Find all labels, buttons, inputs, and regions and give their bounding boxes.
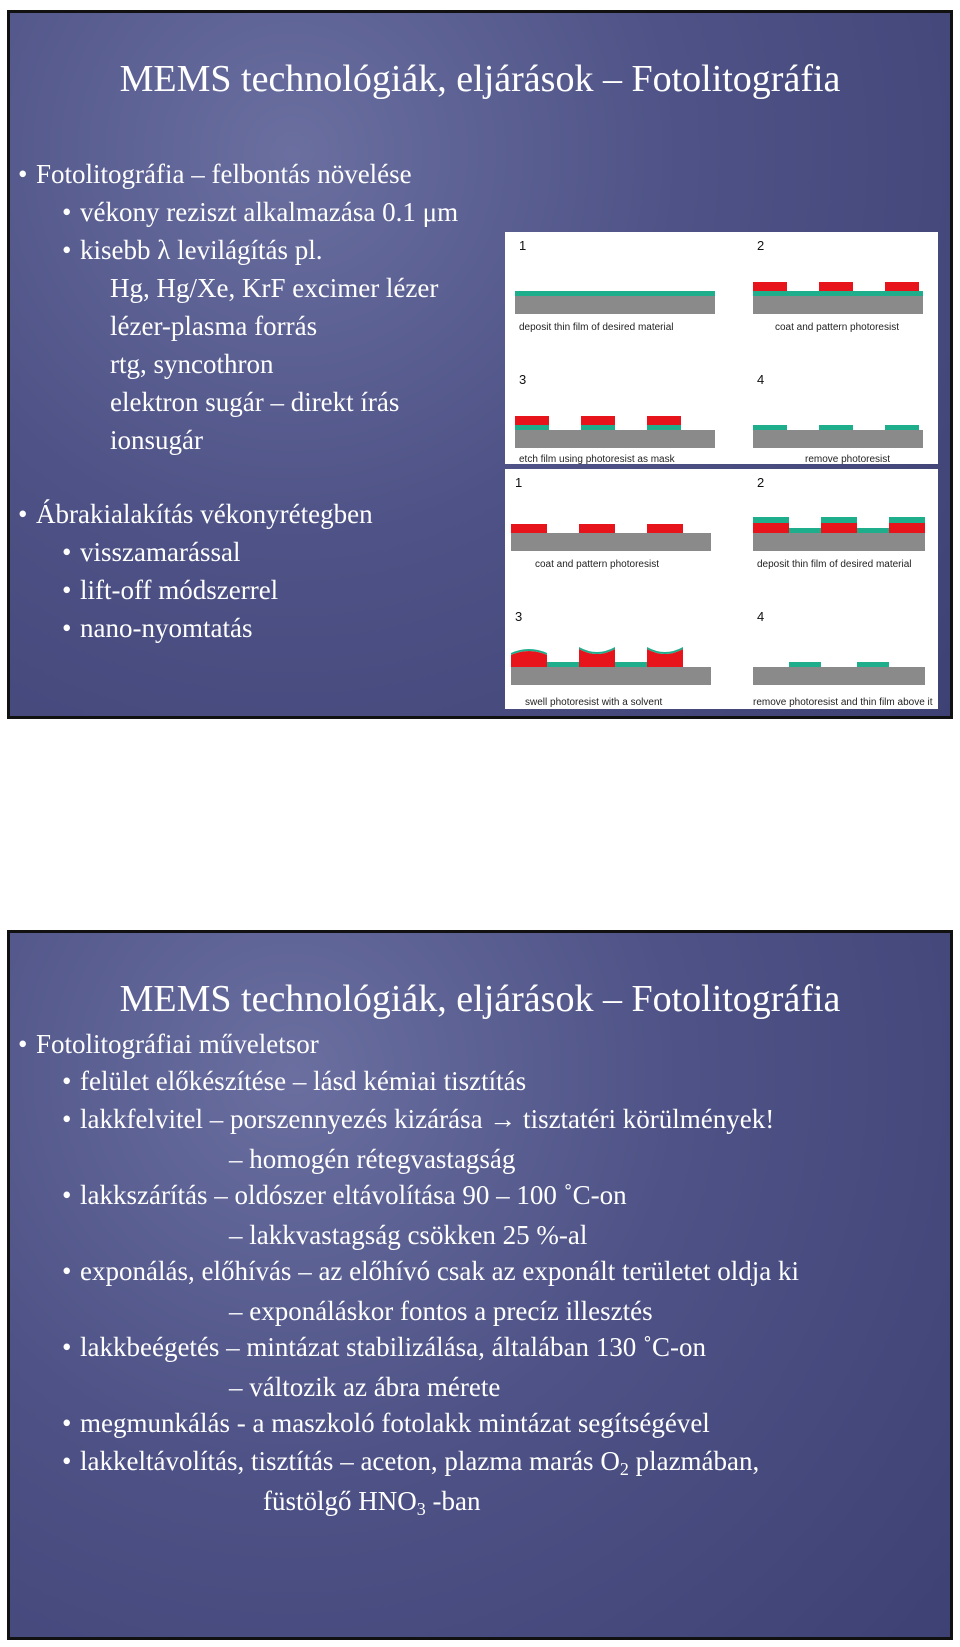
bullet-text: Fotolitográfiai műveletsor <box>36 1029 319 1059</box>
bullet-dot: • <box>62 575 72 605</box>
thin-film-pattern <box>819 425 853 430</box>
list-item: Hg, Hg/Xe, KrF excimer lézer <box>110 273 439 303</box>
thin-film-layer <box>515 291 715 296</box>
bullet-patterning <box>18 501 373 528</box>
bullet-nanoimprint <box>62 615 252 642</box>
etch-process-diagram <box>505 232 938 464</box>
list-item <box>62 1182 627 1209</box>
slide-title: MEMS technológiák, eljárások – Fotolitográfia <box>119 978 841 1020</box>
thin-film-pattern <box>857 662 889 667</box>
bullet-dot: • <box>18 1029 28 1059</box>
bullet-text: lakkeltávolítás, tisztítás – aceton, plazma marás O <box>80 1446 620 1476</box>
step-caption: coat and pattern photoresist <box>535 559 659 570</box>
step-number: 1 <box>515 475 523 490</box>
photoresist-block <box>647 416 681 425</box>
bullet-dot: • <box>62 197 72 227</box>
slide-2 <box>7 930 953 1640</box>
slide-1 <box>7 10 953 719</box>
bullet-text: Fotolitográfia – felbontás növelése <box>36 159 412 189</box>
step-number: 4 <box>757 609 765 624</box>
bullet-text: nano-nyomtatás <box>80 613 253 643</box>
photoresist-block <box>579 524 615 533</box>
photoresist-block <box>885 282 919 291</box>
list-item: ionsugár <box>110 425 203 455</box>
photoresist-block <box>581 416 615 425</box>
substrate-layer <box>753 667 925 685</box>
step-caption: swell photoresist with a solvent <box>525 697 663 708</box>
bullet-text: Ábrakialakítás vékonyrétegben <box>36 499 373 529</box>
continuation-text: füstölgő HNO <box>263 1486 417 1516</box>
liftoff-process-diagram <box>505 469 938 709</box>
substrate-layer <box>515 430 715 448</box>
bullet-dot: • <box>62 1446 72 1476</box>
list-item <box>62 1106 774 1133</box>
thin-film-pattern <box>647 425 681 430</box>
step-caption: remove photoresist <box>805 454 891 464</box>
bullet-dot: • <box>18 499 28 529</box>
bullet-dot: • <box>62 1332 72 1362</box>
substrate-layer <box>753 533 925 551</box>
photoresist-block <box>515 416 549 425</box>
swollen-resist <box>579 649 615 667</box>
photoresist-block <box>819 282 853 291</box>
substrate-layer <box>511 667 711 685</box>
bullet-text: lift-off módszerrel <box>80 575 279 605</box>
step-number: 2 <box>757 475 765 490</box>
list-item <box>62 1448 759 1478</box>
subscript: 2 <box>619 1459 629 1479</box>
list-item: elektron sugár – direkt írás <box>110 387 400 417</box>
sub-note: – változik az ábra mérete <box>229 1372 501 1402</box>
bullet-dot: • <box>62 613 72 643</box>
step-number: 3 <box>515 609 523 624</box>
bullet-dot: • <box>62 1180 72 1210</box>
thin-film-on-resist <box>889 517 925 523</box>
sub-note: – exponáláskor fontos a precíz illesztés <box>229 1296 653 1326</box>
thin-film-pattern <box>547 662 579 667</box>
bullet-text: vékony reziszt alkalmazása 0.1 μm <box>80 197 459 227</box>
photoresist-block <box>821 523 857 533</box>
step-number: 3 <box>519 372 527 387</box>
thin-film-pattern <box>581 425 615 430</box>
continuation-line <box>263 1486 480 1520</box>
thin-film-on-resist <box>821 517 857 523</box>
list-item <box>62 1410 710 1437</box>
bullet-etchback <box>62 539 240 566</box>
bullet-dot: • <box>62 235 72 265</box>
thin-film-pattern <box>789 662 821 667</box>
list-item <box>62 1068 526 1095</box>
photoresist-block <box>753 282 787 291</box>
thin-film-on-resist <box>753 517 789 523</box>
subscript: 3 <box>416 1499 426 1519</box>
bullet-text: felület előkészítése – lásd kémiai tisztítás <box>80 1066 527 1096</box>
continuation-tail: -ban <box>425 1486 481 1516</box>
bullet-thin-resist <box>62 199 458 226</box>
bullet-dot: • <box>62 1066 72 1096</box>
substrate-layer <box>511 533 711 551</box>
list-item: rtg, syncothron <box>110 349 274 379</box>
photoresist-block <box>647 524 683 533</box>
step-caption: remove photoresist and thin film above it <box>753 697 933 708</box>
bullet-process-steps <box>18 1031 319 1058</box>
thin-film-pattern <box>753 425 787 430</box>
step-caption: etch film using photoresist as mask <box>519 454 675 464</box>
bullet-text: kisebb λ levilágítás pl. <box>80 235 323 265</box>
list-item <box>62 1334 706 1361</box>
bullet-text: lakkfelvitel – porszennyezés kizárása → tisztatéri körülmények! <box>80 1104 775 1134</box>
bullet-text: exponálás, előhívás – az előhívó csak az exponált területet oldja ki <box>80 1256 799 1286</box>
bullet-text: lakkszárítás – oldószer eltávolítása 90 – 100 ˚C-on <box>80 1180 627 1210</box>
step-number: 1 <box>519 238 527 253</box>
photoresist-block <box>753 523 789 533</box>
bullet-liftoff <box>62 577 278 604</box>
step-caption: deposit thin film of desired material <box>519 322 674 333</box>
thin-film-layer <box>753 291 923 296</box>
step-caption: deposit thin film of desired material <box>757 559 912 570</box>
step-number: 2 <box>757 238 765 253</box>
bullet-text: megmunkálás - a maszkoló fotolakk mintázat segítségével <box>80 1408 710 1438</box>
bullet-dot: • <box>62 1408 72 1438</box>
slide-title: MEMS technológiák, eljárások – Fotolitográfia <box>119 58 841 100</box>
sub-note: – homogén rétegvastagság <box>229 1144 516 1174</box>
substrate-layer <box>515 296 715 314</box>
substrate-layer <box>753 430 923 448</box>
bullet-dot: • <box>62 1256 72 1286</box>
swollen-resist <box>647 649 683 667</box>
photoresist-block <box>889 523 925 533</box>
bullet-text: lakkbeégetés – mintázat stabilizálása, általában 130 ˚C-on <box>80 1332 707 1362</box>
bullet-text: visszamarással <box>80 537 241 567</box>
thin-film-pattern <box>515 425 549 430</box>
bullet-dot: • <box>62 1104 72 1134</box>
step-number: 4 <box>757 372 765 387</box>
step-caption: coat and pattern photoresist <box>775 322 899 333</box>
substrate-layer <box>753 296 923 314</box>
bullet-resolution <box>18 161 412 188</box>
thin-film-pattern <box>615 662 647 667</box>
bullet-text-tail: plazmában, <box>628 1446 760 1476</box>
thin-film-pattern <box>789 528 821 533</box>
swollen-resist <box>511 651 547 667</box>
bullet-smaller-lambda <box>62 237 323 264</box>
sub-note: – lakkvastagság csökken 25 %-al <box>229 1220 588 1250</box>
photoresist-block <box>511 524 547 533</box>
bullet-dot: • <box>18 159 28 189</box>
list-item: lézer-plasma forrás <box>110 311 318 341</box>
thin-film-pattern <box>857 528 889 533</box>
bullet-dot: • <box>62 537 72 567</box>
list-item <box>62 1258 799 1285</box>
thin-film-pattern <box>885 425 919 430</box>
